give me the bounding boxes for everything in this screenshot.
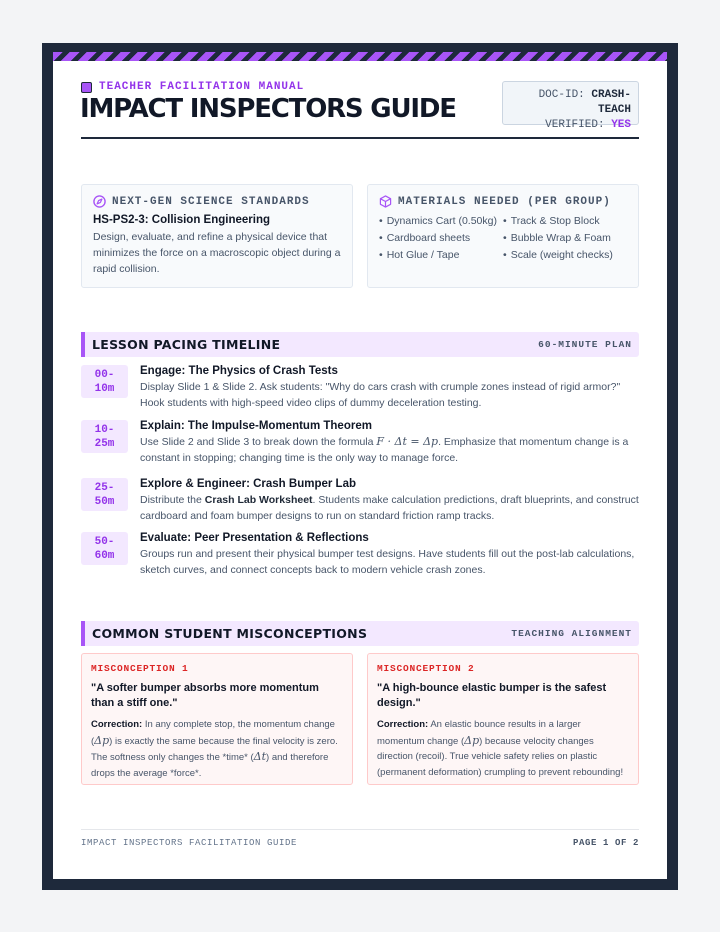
page-number: PAGE 1 OF 2 — [572, 838, 639, 848]
misconception-quote: "A softer bumper absorbs more momentum than a stiff one." — [91, 682, 319, 709]
timeline-row-title: Engage: The Physics of Crash Tests — [140, 365, 338, 377]
material-item: • Track & Stop Block — [503, 213, 627, 229]
material-item: • Bubble Wrap & Foam — [503, 230, 627, 246]
cube-icon — [379, 195, 392, 208]
timeline-heading: LESSON PACING TIMELINE — [92, 337, 281, 352]
timeline-plan-label: 60-MINUTE PLAN — [538, 339, 632, 350]
correction-label: Correction: — [377, 719, 429, 730]
footer-rule — [81, 829, 639, 830]
worksheet-name: Crash Lab Worksheet — [204, 494, 313, 506]
time-badge — [81, 478, 128, 511]
doc-id-box — [502, 81, 639, 131]
math-delta-p: Δp — [464, 733, 480, 747]
misconceptions-section-header — [81, 621, 639, 646]
math-delta-t: Δt — [253, 750, 267, 763]
material-item: • Cardboard sheets — [379, 230, 503, 246]
timeline-row-body: Groups run and present their physical bumper test designs. Have students fill out the post-lab calculations, sketch curves, and connect concepts back to modern vehicle crash zones. — [140, 548, 635, 576]
timeline-row-body — [140, 492, 640, 524]
body-text: . Students make calculation predictions, draft blueprints, and construct cardboard and foam bumper designs to run on standard friction ramp tracks. — [140, 494, 639, 522]
misconception-card — [367, 653, 639, 785]
correction-text: ) and therefore drops the average *force*. — [91, 752, 329, 779]
impulse-formula: F · Δt = Δp — [376, 435, 439, 448]
time-badge — [81, 365, 128, 398]
materials-heading-text: MATERIALS NEEDED (PER GROUP) — [398, 195, 611, 208]
material-item: • Hot Glue / Tape — [379, 247, 503, 263]
misconceptions-heading: COMMON STUDENT MISCONCEPTIONS — [92, 626, 368, 641]
timeline-row-body: Display Slide 1 & Slide 2. Ask students: "Why do cars crash with crumple zones instead of rigid armor?" Hook students with high-speed video clips of dummy deceleration testing. — [140, 381, 621, 409]
misconceptions-tag: TEACHING ALIGNMENT — [511, 628, 632, 639]
standard-code-title: HS-PS2-3: Collision Engineering — [93, 214, 270, 226]
time-start: 10- — [94, 424, 115, 436]
document-page — [53, 61, 667, 879]
page-title: IMPACT INSPECTORS GUIDE — [80, 94, 456, 124]
correction-text: ) is exactly the same because the final velocity is zero. The softness only changes the *time* ( — [91, 735, 338, 763]
kicker-square-icon — [81, 82, 92, 93]
header-rule — [81, 137, 639, 139]
timeline-row-title: Explore & Engineer: Crash Bumper Lab — [140, 478, 356, 490]
body-text: . Emphasize that momentum change is a constant in stopping; changing time is the only way to manage force. — [140, 436, 629, 464]
timeline-section-header — [81, 332, 639, 357]
timeline-row-body — [140, 434, 640, 466]
materials-heading — [379, 195, 627, 208]
materials-card — [367, 184, 639, 288]
time-end: 60m — [94, 550, 115, 562]
correction-text: An elastic bounce results in a larger momentum change ( — [377, 719, 581, 747]
time-end: 10m — [94, 383, 115, 395]
standards-card — [81, 184, 353, 288]
correction-label: Correction: — [91, 719, 143, 730]
misconception-card — [81, 653, 353, 785]
misconception-label: MISCONCEPTION 1 — [91, 663, 189, 674]
material-item: • Scale (weight checks) — [503, 247, 627, 263]
time-start: 25- — [94, 482, 115, 494]
body-text: Use Slide 2 and Slide 3 to break down the formula — [140, 436, 377, 448]
doc-id-value: CRASH-TEACH — [591, 89, 631, 116]
standards-heading — [93, 195, 341, 208]
time-badge — [81, 420, 128, 453]
standards-heading-text: NEXT-GEN SCIENCE STANDARDS — [112, 195, 310, 208]
misconception-label: MISCONCEPTION 2 — [377, 663, 475, 674]
misconception-quote: "A high-bounce elastic bumper is the safest design." — [377, 682, 607, 709]
footer-title: IMPACT INSPECTORS FACILITATION GUIDE — [81, 838, 298, 848]
verified-value: YES — [611, 119, 631, 131]
kicker-text: TEACHER FACILITATION MANUAL — [99, 81, 305, 93]
material-item: • Dynamics Cart (0.50kg) — [379, 213, 503, 229]
timeline-row-title: Explain: The Impulse-Momentum Theorem — [140, 420, 372, 432]
kicker — [81, 81, 304, 93]
body-text: Distribute the — [140, 494, 205, 506]
time-start: 00- — [94, 369, 115, 381]
time-end: 25m — [94, 438, 115, 450]
time-badge — [81, 532, 128, 565]
time-start: 50- — [94, 536, 115, 548]
materials-list — [379, 213, 627, 263]
misconception-correction — [91, 717, 343, 781]
compass-icon — [93, 195, 106, 208]
hazard-stripe — [53, 52, 667, 61]
correction-text: ) because velocity changes direction (recoil). True vehicle safety relies on plastic (permanent deformation) crumpling to prevent rebounding! — [377, 735, 624, 778]
misconception-correction — [377, 717, 629, 780]
math-delta-p: Δp — [94, 733, 110, 747]
doc-id-label: DOC-ID: — [538, 89, 585, 101]
time-end: 50m — [94, 496, 115, 508]
timeline-row-title: Evaluate: Peer Presentation & Reflections — [140, 532, 369, 544]
standard-description: Design, evaluate, and refine a physical device that minimizes the force on a macroscopic object during a rapid collision. — [93, 231, 341, 275]
correction-text: In any complete stop, the momentum change ( — [91, 719, 335, 747]
verified-label: VERIFIED: — [545, 119, 605, 131]
